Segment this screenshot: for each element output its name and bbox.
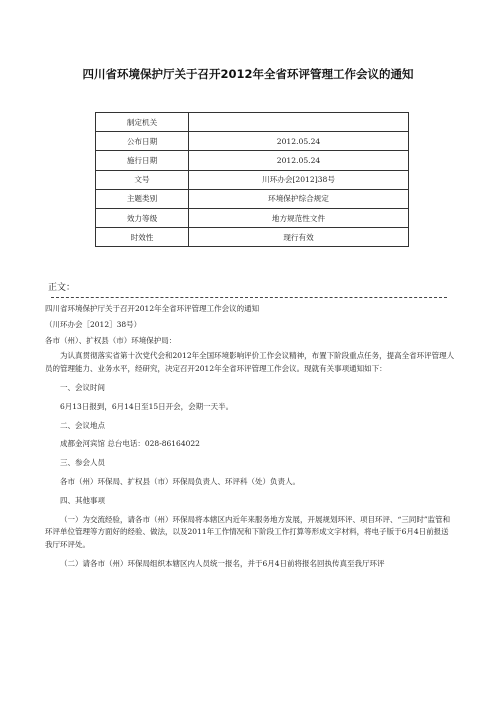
meta-value: 2012.05.24 (189, 132, 409, 151)
meta-value: 现行有效 (189, 228, 409, 247)
other-item-2: （二）请各市（州）环保局组织本辖区内人员统一报名，并于6月4日前将报名回执传真至我厅环评 (60, 558, 385, 568)
other-item-1: （一）为交流经验，请各市（州）环保局将本辖区内近年来服务地方发展，开展规划环评、项目环评、“三同时”监管和环评单位管理等方面好的经验、做法，以及2011年工作情况和下阶段工作打算等形成文字材料，将电子版于6月4日前报送我厅环评处。 (45, 514, 451, 550)
meta-key: 文号 (96, 170, 189, 189)
attendees: 各市（州）环保局、扩权县（市）环保局负责人、环评科（处）负责人。 (60, 476, 300, 486)
meta-key: 时效性 (96, 228, 189, 247)
meta-key: 效力等级 (96, 208, 189, 227)
meta-row-issuer (96, 113, 409, 132)
meta-key: 施行日期 (96, 151, 189, 170)
body-label: 正文： (48, 283, 76, 293)
intro-paragraph: 为认真贯彻落实省第十次党代会和2012年全国环境影响评价工作会议精神，布置下阶段重点任务，提高全省环评管理人员的管理能力、业务水平，经研究，决定召开2012年全省环评管理工作会议。现就有关事项通知如下： (45, 351, 455, 374)
meta-row-validity (96, 228, 409, 247)
meta-row-publish-date (96, 132, 409, 151)
meta-row-effective-date (96, 151, 409, 170)
meta-row-level (96, 208, 409, 227)
meta-row-doc-number (96, 170, 409, 189)
meta-value (189, 113, 409, 132)
section-heading-time: 一、会议时间 (60, 382, 105, 392)
meta-value: 地方规范性文件 (189, 208, 409, 227)
body-title: 四川省环境保护厅关于召开2012年全省环评管理工作会议的通知 (45, 304, 260, 313)
metadata-table (95, 112, 409, 247)
meta-row-category (96, 189, 409, 208)
divider-line (51, 297, 447, 298)
meeting-time: 6月13日报到，6月14日至15日开会，会期一天半。 (60, 401, 234, 411)
document-body (45, 303, 455, 577)
salutation: 各市（州）、扩权县（市）环境保护局： (45, 335, 177, 345)
section-heading-other: 四、其他事项 (60, 495, 105, 505)
meta-value: 2012.05.24 (189, 151, 409, 170)
section-heading-location: 二、会议地点 (60, 420, 105, 430)
document-title: 四川省环境保护厅关于召开2012年全省环评管理工作会议的通知 (82, 67, 414, 81)
section-heading-attendees: 三、参会人员 (60, 458, 105, 468)
meta-key: 主题类别 (96, 189, 189, 208)
meeting-location: 成都金河宾馆 总台电话：028-86164022 (60, 439, 200, 449)
meta-key: 公布日期 (96, 132, 189, 151)
meta-key: 制定机关 (96, 113, 189, 132)
meta-value: 环境保护综合规定 (189, 189, 409, 208)
doc-number-line: （川环办会［2012］38号） (45, 319, 142, 329)
meta-value: 川环办会[2012]38号 (189, 170, 409, 189)
